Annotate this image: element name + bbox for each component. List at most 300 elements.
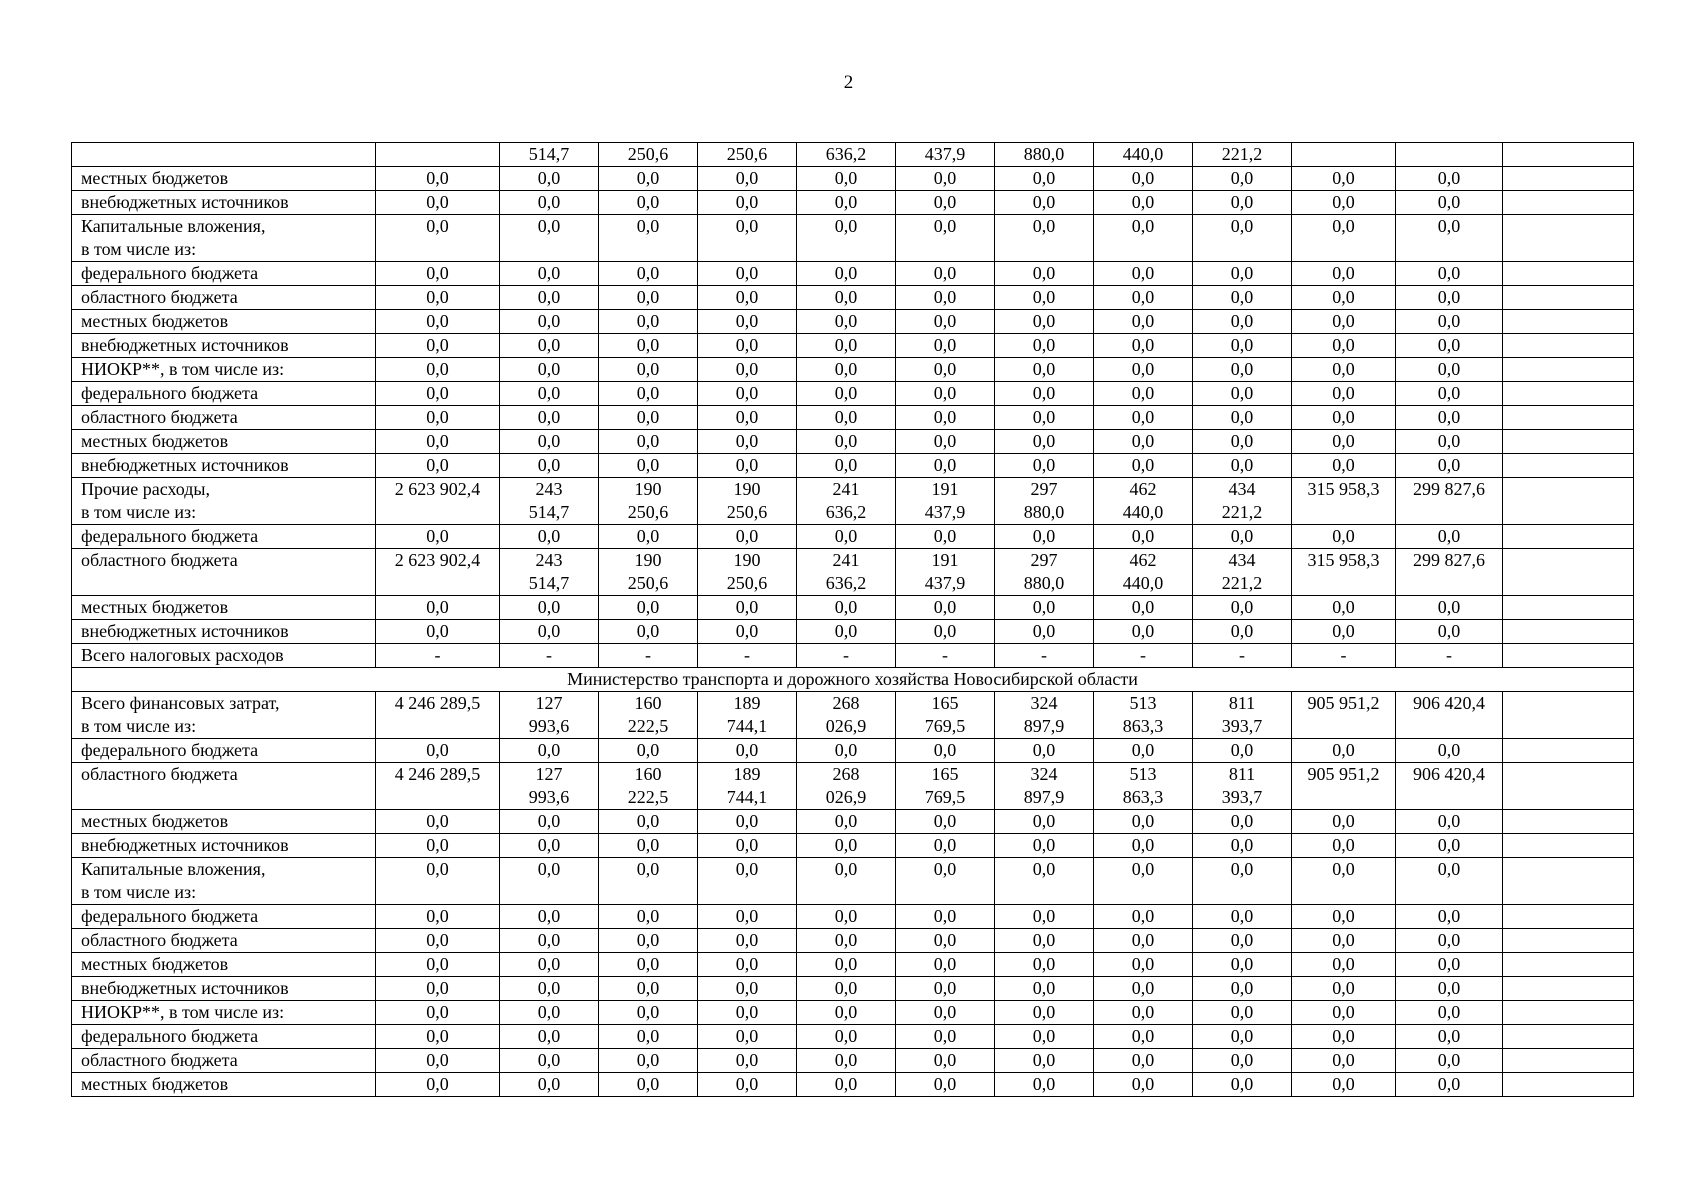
value-cell: 0,0: [995, 382, 1094, 406]
table-row: [72, 620, 1634, 644]
table-row: [72, 1001, 1634, 1025]
table-row: [72, 739, 1634, 763]
value-cell: 0,0: [1094, 191, 1193, 215]
value-cell: 0,0: [1396, 286, 1503, 310]
value-cell: 315 958,3: [1292, 478, 1396, 525]
value-cell: 0,0: [599, 406, 698, 430]
table-row: [72, 430, 1634, 454]
value-cell: 0,0: [599, 215, 698, 262]
value-cell: 241 636,2: [797, 478, 896, 525]
value-cell: 297 880,0: [995, 549, 1094, 596]
row-label: федерального бюджета: [72, 1025, 376, 1049]
value-cell: 0,0: [995, 334, 1094, 358]
value-cell: -: [797, 644, 896, 668]
value-cell: 0,0: [1396, 810, 1503, 834]
value-cell: 0,0: [995, 358, 1094, 382]
value-cell: 0,0: [599, 596, 698, 620]
value-cell: 0,0: [500, 334, 599, 358]
value-cell: 0,0: [1193, 310, 1292, 334]
value-cell: 0,0: [995, 977, 1094, 1001]
empty-cell: [1503, 763, 1634, 810]
value-cell: 0,0: [995, 905, 1094, 929]
value-cell: 880,0: [995, 143, 1094, 167]
value-cell: 0,0: [599, 1049, 698, 1073]
value-cell: 0,0: [995, 191, 1094, 215]
value-cell: 0,0: [797, 262, 896, 286]
value-cell: 0,0: [1292, 953, 1396, 977]
empty-cell: [1503, 406, 1634, 430]
value-cell: 0,0: [698, 596, 797, 620]
value-cell: 906 420,4: [1396, 763, 1503, 810]
row-label: Капитальные вложения, в том числе из:: [72, 858, 376, 905]
value-cell: 0,0: [797, 358, 896, 382]
value-cell: 0,0: [500, 834, 599, 858]
value-cell: 0,0: [1094, 1049, 1193, 1073]
empty-cell: [1503, 953, 1634, 977]
section-title: Министерство транспорта и дорожного хозяйства Новосибирской области: [72, 668, 1634, 692]
row-label: федерального бюджета: [72, 905, 376, 929]
empty-cell: [1503, 262, 1634, 286]
empty-cell: [1503, 382, 1634, 406]
value-cell: 0,0: [1094, 262, 1193, 286]
value-cell: 0,0: [500, 191, 599, 215]
empty-cell: [1503, 810, 1634, 834]
value-cell: 0,0: [1193, 620, 1292, 644]
value-cell: 0,0: [1094, 858, 1193, 905]
value-cell: 0,0: [698, 525, 797, 549]
value-cell: 0,0: [698, 1001, 797, 1025]
value-cell: 0,0: [599, 1025, 698, 1049]
value-cell: 0,0: [797, 334, 896, 358]
value-cell: 0,0: [1396, 596, 1503, 620]
value-cell: 0,0: [896, 191, 995, 215]
value-cell: 0,0: [1193, 1025, 1292, 1049]
value-cell: 0,0: [1396, 834, 1503, 858]
value-cell: 462 440,0: [1094, 478, 1193, 525]
value-cell: 0,0: [995, 1025, 1094, 1049]
value-cell: 0,0: [698, 406, 797, 430]
value-cell: 0,0: [896, 430, 995, 454]
value-cell: 0,0: [1396, 929, 1503, 953]
value-cell: 0,0: [500, 739, 599, 763]
row-label: федерального бюджета: [72, 382, 376, 406]
value-cell: 0,0: [376, 953, 500, 977]
value-cell: 0,0: [376, 262, 500, 286]
value-cell: 191 437,9: [896, 549, 995, 596]
table-row: [72, 905, 1634, 929]
value-cell: 0,0: [599, 286, 698, 310]
empty-cell: [1503, 549, 1634, 596]
value-cell: 0,0: [1292, 406, 1396, 430]
value-cell: 0,0: [698, 953, 797, 977]
value-cell: 0,0: [896, 454, 995, 478]
value-cell: 434 221,2: [1193, 478, 1292, 525]
value-cell: 0,0: [1292, 810, 1396, 834]
value-cell: 513 863,3: [1094, 763, 1193, 810]
value-cell: 0,0: [1396, 977, 1503, 1001]
value-cell: 0,0: [1094, 167, 1193, 191]
value-cell: [376, 143, 500, 167]
value-cell: 0,0: [1193, 1001, 1292, 1025]
value-cell: 0,0: [1396, 525, 1503, 549]
value-cell: 0,0: [1396, 358, 1503, 382]
value-cell: 4 246 289,5: [376, 763, 500, 810]
value-cell: 0,0: [1292, 454, 1396, 478]
value-cell: 0,0: [376, 739, 500, 763]
value-cell: 0,0: [1193, 358, 1292, 382]
value-cell: 0,0: [599, 1073, 698, 1097]
value-cell: 811 393,7: [1193, 692, 1292, 739]
row-label: местных бюджетов: [72, 596, 376, 620]
value-cell: 0,0: [797, 430, 896, 454]
value-cell: 297 880,0: [995, 478, 1094, 525]
value-cell: 0,0: [896, 1049, 995, 1073]
value-cell: 0,0: [1292, 620, 1396, 644]
value-cell: 0,0: [896, 977, 995, 1001]
value-cell: -: [896, 644, 995, 668]
value-cell: 0,0: [1094, 1001, 1193, 1025]
value-cell: 0,0: [995, 929, 1094, 953]
value-cell: 0,0: [1292, 262, 1396, 286]
value-cell: -: [1193, 644, 1292, 668]
value-cell: 0,0: [896, 334, 995, 358]
empty-cell: [1503, 478, 1634, 525]
value-cell: 0,0: [599, 334, 698, 358]
value-cell: 0,0: [1193, 406, 1292, 430]
value-cell: 0,0: [995, 596, 1094, 620]
value-cell: 0,0: [995, 1001, 1094, 1025]
value-cell: 0,0: [1292, 905, 1396, 929]
value-cell: 250,6: [599, 143, 698, 167]
value-cell: 0,0: [1094, 953, 1193, 977]
value-cell: 0,0: [1292, 858, 1396, 905]
value-cell: 0,0: [599, 167, 698, 191]
value-cell: 0,0: [698, 929, 797, 953]
value-cell: 0,0: [1292, 334, 1396, 358]
value-cell: 0,0: [896, 596, 995, 620]
value-cell: 0,0: [1396, 215, 1503, 262]
row-label: [72, 143, 376, 167]
value-cell: 191 437,9: [896, 478, 995, 525]
value-cell: 0,0: [797, 215, 896, 262]
row-label: местных бюджетов: [72, 953, 376, 977]
value-cell: 250,6: [698, 143, 797, 167]
value-cell: 0,0: [896, 929, 995, 953]
value-cell: 0,0: [1193, 953, 1292, 977]
value-cell: 0,0: [500, 525, 599, 549]
value-cell: 0,0: [599, 382, 698, 406]
row-label: областного бюджета: [72, 406, 376, 430]
value-cell: 0,0: [1292, 358, 1396, 382]
value-cell: 0,0: [376, 1049, 500, 1073]
value-cell: 0,0: [1292, 739, 1396, 763]
value-cell: 0,0: [376, 620, 500, 644]
value-cell: 0,0: [1396, 262, 1503, 286]
empty-cell: [1503, 929, 1634, 953]
table-row: [72, 167, 1634, 191]
value-cell: 905 951,2: [1292, 692, 1396, 739]
value-cell: 0,0: [599, 810, 698, 834]
value-cell: 0,0: [376, 191, 500, 215]
value-cell: 0,0: [1396, 1073, 1503, 1097]
table-row: [72, 262, 1634, 286]
value-cell: 0,0: [1094, 810, 1193, 834]
value-cell: 0,0: [1193, 525, 1292, 549]
value-cell: 0,0: [500, 810, 599, 834]
value-cell: 0,0: [1396, 1025, 1503, 1049]
value-cell: 0,0: [500, 929, 599, 953]
row-label: Прочие расходы, в том числе из:: [72, 478, 376, 525]
value-cell: 0,0: [1193, 1049, 1292, 1073]
empty-cell: [1503, 191, 1634, 215]
value-cell: 0,0: [1193, 858, 1292, 905]
value-cell: 0,0: [995, 953, 1094, 977]
empty-cell: [1503, 858, 1634, 905]
value-cell: 0,0: [698, 430, 797, 454]
value-cell: 0,0: [500, 1049, 599, 1073]
value-cell: 324 897,9: [995, 692, 1094, 739]
value-cell: 440,0: [1094, 143, 1193, 167]
value-cell: -: [1396, 644, 1503, 668]
value-cell: 0,0: [1094, 739, 1193, 763]
value-cell: 0,0: [599, 739, 698, 763]
value-cell: 0,0: [995, 215, 1094, 262]
value-cell: 165 769,5: [896, 763, 995, 810]
value-cell: 0,0: [995, 834, 1094, 858]
value-cell: 0,0: [698, 1073, 797, 1097]
value-cell: 0,0: [376, 810, 500, 834]
row-label: Капитальные вложения, в том числе из:: [72, 215, 376, 262]
value-cell: 0,0: [797, 1073, 896, 1097]
value-cell: 0,0: [1396, 905, 1503, 929]
table-row: [72, 929, 1634, 953]
value-cell: 0,0: [1094, 929, 1193, 953]
value-cell: 0,0: [698, 191, 797, 215]
value-cell: 0,0: [896, 810, 995, 834]
value-cell: 0,0: [896, 953, 995, 977]
value-cell: 0,0: [698, 977, 797, 1001]
value-cell: 0,0: [1396, 334, 1503, 358]
row-label: местных бюджетов: [72, 1073, 376, 1097]
value-cell: 0,0: [698, 215, 797, 262]
value-cell: 0,0: [500, 382, 599, 406]
row-label: местных бюджетов: [72, 167, 376, 191]
value-cell: 0,0: [500, 596, 599, 620]
value-cell: 0,0: [1292, 1001, 1396, 1025]
value-cell: 0,0: [500, 953, 599, 977]
value-cell: 811 393,7: [1193, 763, 1292, 810]
value-cell: 0,0: [1396, 430, 1503, 454]
value-cell: 0,0: [896, 905, 995, 929]
value-cell: 0,0: [376, 596, 500, 620]
table-row: [72, 382, 1634, 406]
empty-cell: [1503, 215, 1634, 262]
value-cell: 0,0: [698, 310, 797, 334]
value-cell: 0,0: [698, 358, 797, 382]
value-cell: 0,0: [797, 286, 896, 310]
row-label: областного бюджета: [72, 929, 376, 953]
row-label: местных бюджетов: [72, 310, 376, 334]
table-row: [72, 692, 1634, 739]
value-cell: 0,0: [896, 358, 995, 382]
value-cell: 0,0: [1292, 977, 1396, 1001]
value-cell: 0,0: [797, 953, 896, 977]
value-cell: 0,0: [1396, 406, 1503, 430]
value-cell: 0,0: [995, 430, 1094, 454]
row-label: Всего налоговых расходов: [72, 644, 376, 668]
value-cell: 0,0: [1292, 191, 1396, 215]
value-cell: -: [376, 644, 500, 668]
value-cell: 0,0: [1193, 191, 1292, 215]
value-cell: 0,0: [698, 286, 797, 310]
value-cell: 0,0: [599, 358, 698, 382]
value-cell: 0,0: [1193, 596, 1292, 620]
value-cell: 0,0: [1292, 1049, 1396, 1073]
table-row: [72, 1073, 1634, 1097]
empty-cell: [1503, 644, 1634, 668]
value-cell: 299 827,6: [1396, 478, 1503, 525]
empty-cell: [1503, 977, 1634, 1001]
value-cell: 0,0: [500, 358, 599, 382]
value-cell: 0,0: [376, 929, 500, 953]
value-cell: 0,0: [599, 1001, 698, 1025]
value-cell: 0,0: [376, 1073, 500, 1097]
value-cell: 0,0: [1396, 739, 1503, 763]
value-cell: 636,2: [797, 143, 896, 167]
value-cell: 0,0: [698, 167, 797, 191]
value-cell: 0,0: [1396, 858, 1503, 905]
empty-cell: [1503, 310, 1634, 334]
value-cell: 0,0: [995, 167, 1094, 191]
value-cell: 0,0: [995, 525, 1094, 549]
value-cell: 0,0: [599, 191, 698, 215]
value-cell: 0,0: [376, 905, 500, 929]
row-label: внебюджетных источников: [72, 834, 376, 858]
value-cell: 0,0: [1193, 334, 1292, 358]
value-cell: -: [995, 644, 1094, 668]
value-cell: 0,0: [1292, 1073, 1396, 1097]
value-cell: 0,0: [500, 620, 599, 644]
value-cell: 0,0: [599, 834, 698, 858]
value-cell: -: [1094, 644, 1193, 668]
value-cell: 0,0: [376, 167, 500, 191]
table-row: [72, 549, 1634, 596]
value-cell: 0,0: [896, 1001, 995, 1025]
value-cell: -: [599, 644, 698, 668]
value-cell: 0,0: [698, 1025, 797, 1049]
value-cell: 0,0: [1094, 977, 1193, 1001]
value-cell: 0,0: [1396, 1001, 1503, 1025]
value-cell: 0,0: [1396, 310, 1503, 334]
value-cell: 0,0: [797, 1025, 896, 1049]
value-cell: 0,0: [698, 620, 797, 644]
value-cell: 0,0: [376, 334, 500, 358]
value-cell: 243 514,7: [500, 549, 599, 596]
empty-cell: [1503, 1025, 1634, 1049]
value-cell: 0,0: [896, 215, 995, 262]
value-cell: 0,0: [599, 430, 698, 454]
value-cell: 0,0: [500, 262, 599, 286]
budget-table: [71, 142, 1634, 1097]
value-cell: 0,0: [698, 810, 797, 834]
value-cell: 0,0: [797, 382, 896, 406]
value-cell: 268 026,9: [797, 763, 896, 810]
value-cell: 0,0: [376, 454, 500, 478]
row-label: местных бюджетов: [72, 430, 376, 454]
value-cell: 0,0: [500, 215, 599, 262]
value-cell: 0,0: [599, 905, 698, 929]
value-cell: 0,0: [1193, 286, 1292, 310]
table-row: [72, 478, 1634, 525]
value-cell: 0,0: [1193, 834, 1292, 858]
value-cell: 0,0: [896, 834, 995, 858]
value-cell: 0,0: [1094, 406, 1193, 430]
table-row: [72, 310, 1634, 334]
value-cell: 0,0: [896, 262, 995, 286]
value-cell: 462 440,0: [1094, 549, 1193, 596]
value-cell: 0,0: [1292, 215, 1396, 262]
empty-cell: [1503, 358, 1634, 382]
value-cell: 0,0: [1193, 382, 1292, 406]
table-row: [72, 143, 1634, 167]
row-label: внебюджетных источников: [72, 620, 376, 644]
value-cell: 160 222,5: [599, 763, 698, 810]
value-cell: 0,0: [500, 430, 599, 454]
value-cell: 0,0: [599, 858, 698, 905]
value-cell: 434 221,2: [1193, 549, 1292, 596]
value-cell: 0,0: [797, 977, 896, 1001]
value-cell: 0,0: [797, 858, 896, 905]
value-cell: 0,0: [1094, 596, 1193, 620]
row-label: НИОКР**, в том числе из:: [72, 1001, 376, 1025]
value-cell: 0,0: [698, 739, 797, 763]
value-cell: 2 623 902,4: [376, 549, 500, 596]
value-cell: 190 250,6: [698, 549, 797, 596]
value-cell: 0,0: [376, 858, 500, 905]
empty-cell: [1503, 167, 1634, 191]
value-cell: 190 250,6: [698, 478, 797, 525]
value-cell: 0,0: [599, 454, 698, 478]
value-cell: 0,0: [599, 929, 698, 953]
value-cell: 0,0: [1396, 191, 1503, 215]
empty-cell: [1503, 334, 1634, 358]
value-cell: 0,0: [1193, 810, 1292, 834]
value-cell: 0,0: [1094, 905, 1193, 929]
page-number: 2: [843, 72, 854, 93]
value-cell: 0,0: [376, 358, 500, 382]
value-cell: 0,0: [797, 454, 896, 478]
value-cell: 0,0: [376, 286, 500, 310]
value-cell: 0,0: [1396, 167, 1503, 191]
value-cell: 0,0: [1193, 167, 1292, 191]
value-cell: 905 951,2: [1292, 763, 1396, 810]
table-body: [72, 143, 1634, 1097]
value-cell: 324 897,9: [995, 763, 1094, 810]
row-label: областного бюджета: [72, 1049, 376, 1073]
value-cell: 0,0: [698, 905, 797, 929]
value-cell: 0,0: [1396, 1049, 1503, 1073]
table-row: [72, 454, 1634, 478]
value-cell: -: [698, 644, 797, 668]
empty-cell: [1503, 1049, 1634, 1073]
value-cell: 221,2: [1193, 143, 1292, 167]
table-row: [72, 596, 1634, 620]
value-cell: 0,0: [797, 739, 896, 763]
table-row: [72, 334, 1634, 358]
value-cell: 0,0: [1094, 430, 1193, 454]
value-cell: 0,0: [500, 977, 599, 1001]
empty-cell: [1503, 596, 1634, 620]
